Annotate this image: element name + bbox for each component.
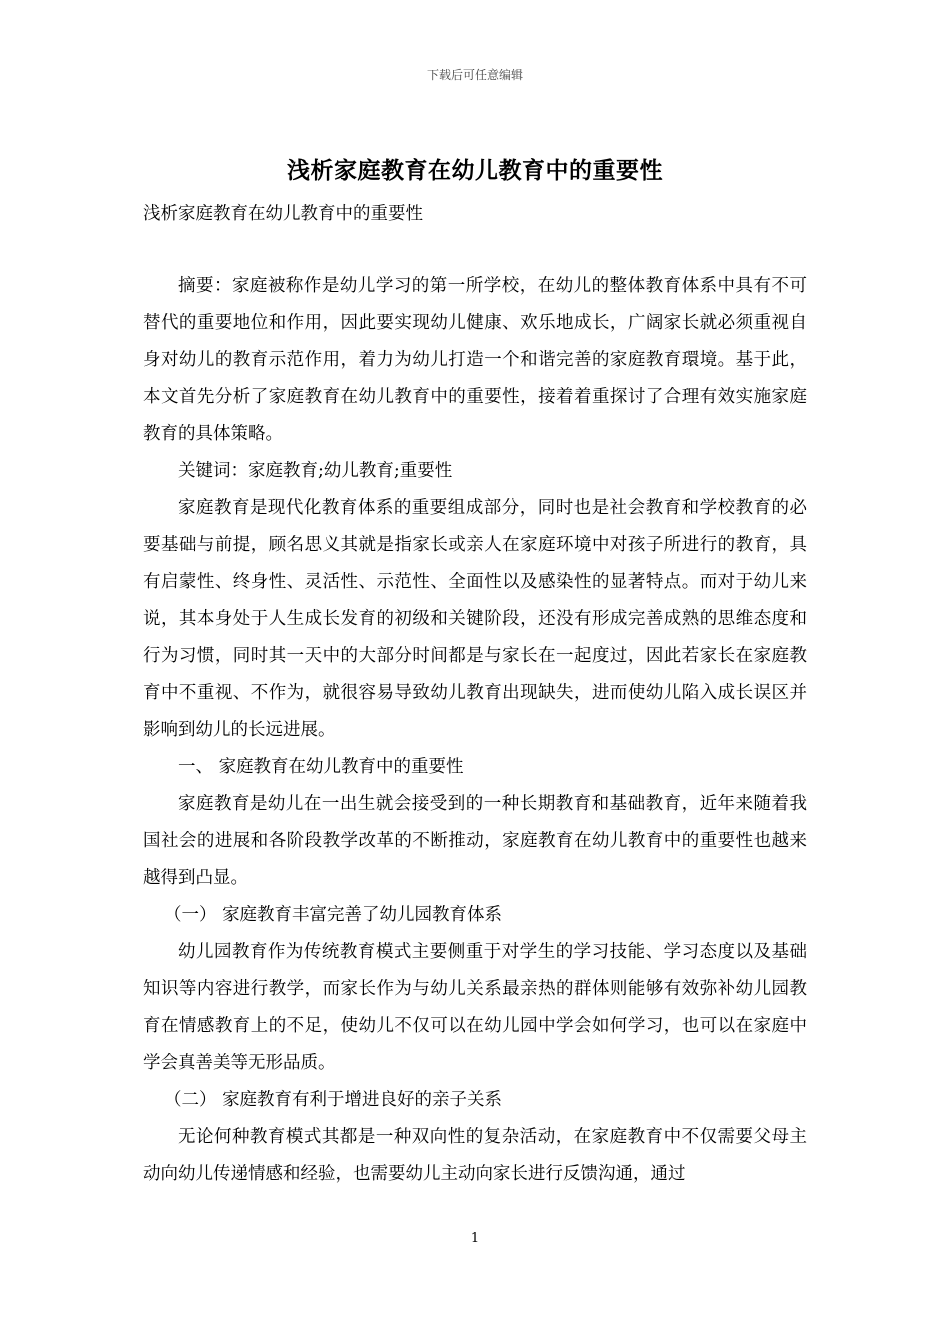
- body-paragraph: 幼儿园教育作为传统教育模式主要侧重于对学生的学习技能、学习态度以及基础知识等内容进行教学，而家长作为与幼儿关系最亲热的群体则能够有效弥补幼儿园教育在情感教育上的不足，使幼儿不仅可以在幼儿园中学会如何学习，也可以在家庭中学会真善美等无形品质。: [143, 942, 807, 1073]
- body-paragraph: 家庭教育是现代化教育体系的重要组成部分，同时也是社会教育和学校教育的必要基础与前提，顾名思义其就是指家长或亲人在家庭环境中对孩子所进行的教育，具有启蒙性、终身性、灵活性、示范性、全面性以及感染性的显著特点。而对于幼儿来说，其本身处于人生成长发育的初级和关键阶段，还没有形成完善成熟的思维态度和行为习惯，同时其一天中的大部分时间都是与家长在一起度过，因此若家长在家庭教育中不重视、不作为，就很容易导致幼儿教育出现缺失，进而使幼儿陷入成长误区并影响到幼儿的长远进展。: [143, 498, 807, 740]
- subsection-heading-1: （一） 家庭教育丰富完善了幼儿园教育体系: [164, 905, 503, 925]
- body-paragraph: 无论何种教育模式其都是一种双向性的复杂活动，在家庭教育中不仅需要父母主动向幼儿传递情感和经验，也需要幼儿主动向家长进行反馈沟通，通过: [143, 1127, 807, 1184]
- document-body: [143, 268, 807, 1193]
- document-title: 浅析家庭教育在幼儿教育中的重要性: [287, 158, 663, 184]
- page-header-note: 下载后可任意编辑: [426, 68, 523, 82]
- keywords-line: 关键词：家庭教育;幼儿教育;重要性: [178, 461, 453, 481]
- page-number: 1: [470, 1231, 480, 1246]
- body-paragraph: 家庭教育是幼儿在一出生就会接受到的一种长期教育和基础教育，近年来随着我国社会的进展和各阶段教学改革的不断推动，家庭教育在幼儿教育中的重要性也越来越得到凸显。: [143, 794, 807, 888]
- abstract-paragraph: 摘要：家庭被称作是幼儿学习的第一所学校，在幼儿的整体教育体系中具有不可替代的重要地位和作用，因此要实现幼儿健康、欢乐地成长，广阔家长就必须重视自身对幼儿的教育示范作用，着力为幼儿打造一个和谐完善的家庭教育環境。基于此，本文首先分析了家庭教育在幼儿教育中的重要性，接着着重探讨了合理有效实施家庭教育的具体策略。: [143, 276, 807, 444]
- document-subtitle: 浅析家庭教育在幼儿教育中的重要性: [143, 204, 423, 224]
- section-heading-1: 一、 家庭教育在幼儿教育中的重要性: [178, 757, 464, 777]
- subsection-heading-2: （二） 家庭教育有利于增进良好的亲子关系: [164, 1090, 503, 1110]
